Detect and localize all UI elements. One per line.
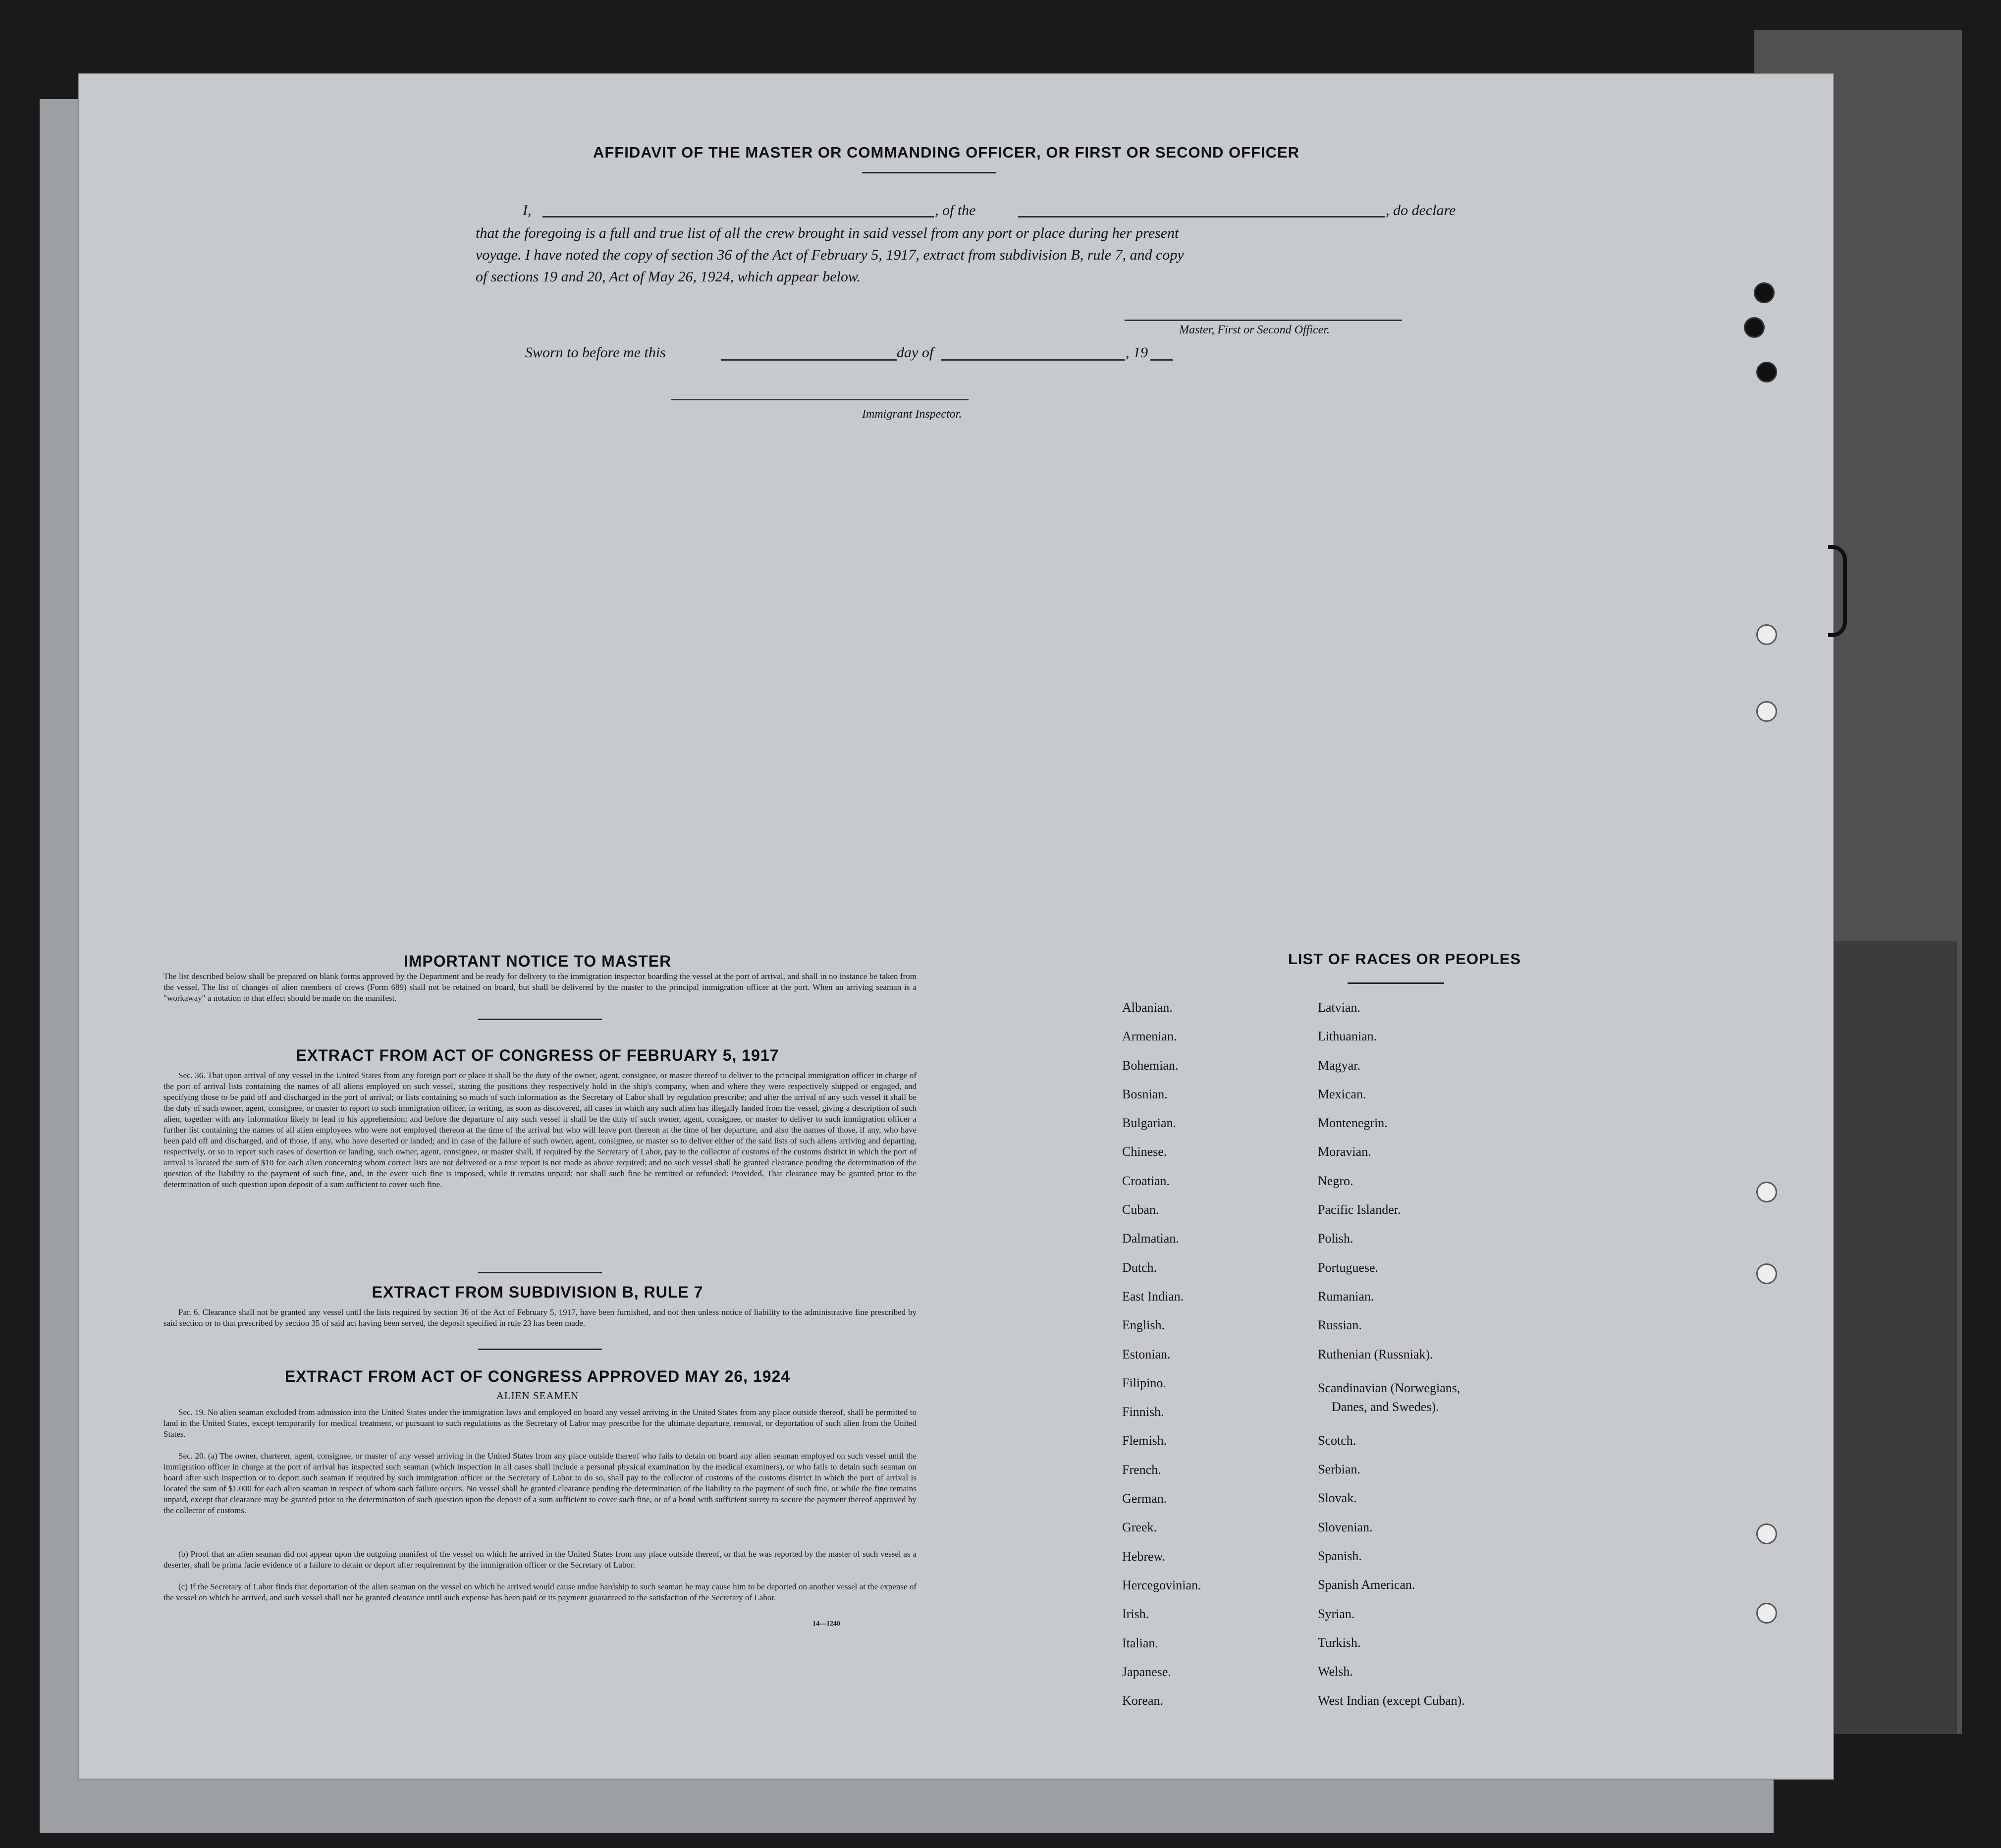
declare-suffix: , do declare xyxy=(1386,202,1456,218)
race-item: Mexican. xyxy=(1318,1087,1366,1101)
race-item: Finnish. xyxy=(1122,1405,1164,1419)
sworn-year-field[interactable] xyxy=(1150,359,1173,361)
race-item: Pacific Islander. xyxy=(1318,1202,1401,1217)
rule7-text: Par. 6. Clearance shall not be granted any vessel until the lists required by section 36 of the Act of February 5, 1917, have been furnished, and not then unless notice of liability to the administrative fine prescribed by said section or to that prescribed by section 35 of said act having been served, the deposit specified in rule 23 has been made. xyxy=(163,1307,917,1328)
race-item: Syrian. xyxy=(1318,1606,1355,1621)
race-item: Croatian. xyxy=(1122,1173,1170,1188)
notice-rule xyxy=(478,1019,602,1020)
vessel-name-field[interactable] xyxy=(1018,216,1385,217)
day-of-label: day of xyxy=(897,344,934,361)
race-item: German. xyxy=(1122,1491,1167,1506)
binder-hole xyxy=(1756,1603,1777,1624)
alien-seamen-subtitle: ALIEN SEAMEN xyxy=(496,1390,579,1402)
race-item: Lithuanian. xyxy=(1318,1029,1377,1044)
race-item: Estonian. xyxy=(1122,1347,1171,1361)
race-item: Greek. xyxy=(1122,1520,1157,1535)
race-item: Portuguese. xyxy=(1318,1260,1379,1275)
sworn-month-field[interactable] xyxy=(941,359,1125,361)
notice-title: IMPORTANT NOTICE TO MASTER xyxy=(403,952,672,970)
race-item: Irish. xyxy=(1122,1607,1149,1622)
race-item: Japanese. xyxy=(1122,1664,1171,1679)
binder-hole xyxy=(1744,317,1765,338)
master-signature-label: Master, First or Second Officer. xyxy=(1179,324,1330,336)
binder-cord xyxy=(1828,545,1847,637)
vessel-prefix: , of the xyxy=(935,202,976,218)
sworn-line xyxy=(525,344,1219,364)
race-item: Albanian. xyxy=(1122,1000,1173,1015)
affidavit-line-1 xyxy=(523,202,1499,222)
inspector-signature-field[interactable] xyxy=(671,399,969,400)
race-item: Chinese. xyxy=(1122,1144,1167,1159)
binder-hole xyxy=(1756,624,1777,645)
binder-hole xyxy=(1756,1182,1777,1202)
affidavit-line-2: that the foregoing is a full and true list of all the crew brought in said vessel from any port or place during her present xyxy=(476,225,1179,241)
affidavit-title-rule xyxy=(862,172,996,173)
sec20a-text: Sec. 20. (a) The owner, charterer, agent, consignee, or master of any vessel arriving in the United States from any place outside thereof who fails to detain on board any alien seaman employed on such vessel until the immigration officer in charge at the port of arrival has inspected such seaman (which inspection in all cases shall include a personal physical examination by the medical examiners), or who fails to detain such seaman on board after such inspection or to deport such seaman if required by such immigration officer or the Secretary of Labor to do so, shall pay to the collector of customs of the customs district in which the port of arrival is located the sum of $1,000 for each alien seaman in respect of whom such failure occurs. No vessel shall be granted clearance pending the determination of the liability to the payment of such fine, or while the fine remains unpaid, except that clearance may be granted prior to the determination of such question upon the deposit of a sum sufficient to cover such fine, or of a bond with sufficient surety to secure the payment thereof approved by the collector of customs. xyxy=(163,1451,917,1515)
race-item: East Indian. xyxy=(1122,1289,1184,1304)
extract-1917-rule xyxy=(478,1272,602,1273)
race-item: Slovak. xyxy=(1318,1491,1357,1506)
year-prefix: , 19 xyxy=(1126,344,1148,361)
race-item: Hercegovinian. xyxy=(1122,1577,1201,1592)
race-item: Welsh. xyxy=(1318,1664,1353,1679)
race-item: Flemish. xyxy=(1122,1433,1167,1448)
race-item: Scandinavian (Norwegians, xyxy=(1318,1380,1460,1395)
race-item: Italian. xyxy=(1122,1635,1158,1650)
race-item: Bulgarian. xyxy=(1122,1116,1177,1131)
sec20c-text: (c) If the Secretary of Labor finds that deportation of the alien seaman on the vessel on which he arrived would cause undue hardship to such seaman he may cause him to be deported on another vessel at the expense of the vessel on which he arrived, and such vessel shall not be granted clearance until such expense has been paid or its payment guaranteed to the satisfaction of the Secretary of Labor. xyxy=(163,1582,917,1602)
race-item: Moravian. xyxy=(1318,1144,1371,1159)
race-item: Serbian. xyxy=(1318,1462,1360,1477)
affidavit-line-4: of sections 19 and 20, Act of May 26, 1924, which appear below. xyxy=(476,269,861,285)
race-item: Bohemian. xyxy=(1122,1058,1179,1073)
race-item: Filipino. xyxy=(1122,1375,1166,1390)
inspector-signature-label: Immigrant Inspector. xyxy=(862,408,962,421)
race-item: English. xyxy=(1122,1318,1165,1333)
rule7-rule xyxy=(478,1349,602,1350)
race-item: Polish. xyxy=(1318,1231,1353,1246)
race-item: Negro. xyxy=(1318,1173,1353,1188)
binder-hole xyxy=(1756,701,1777,722)
race-item: Turkish. xyxy=(1318,1635,1361,1650)
binder-hole xyxy=(1756,362,1777,382)
race-item: Scotch. xyxy=(1318,1433,1356,1448)
race-item: Armenian. xyxy=(1122,1029,1177,1044)
binder-hole xyxy=(1756,1263,1777,1284)
extract-1917-title: EXTRACT FROM ACT OF CONGRESS OF FEBRUARY 5, 1917 xyxy=(296,1046,779,1064)
races-column-2 xyxy=(1318,993,1465,1715)
race-item: Russian. xyxy=(1318,1318,1362,1333)
sec20b-text: (b) Proof that an alien seaman did not appear upon the outgoing manifest of the vessel on which he arrived in the United States from any place outside thereof, or that he was reported by the master of such vessel as a deserter, shall be prima facie evidence of a failure to detain or deport after requirement by the immigration officer or the Secretary of Labor. xyxy=(163,1549,917,1570)
race-item: French. xyxy=(1122,1462,1161,1477)
race-item: Korean. xyxy=(1122,1693,1164,1708)
sworn-label: Sworn to before me this xyxy=(525,344,666,361)
race-item: Montenegrin. xyxy=(1318,1116,1388,1131)
notice-text: The list described below shall be prepared on blank forms approved by the Department and be ready for delivery to the immigration inspector boarding the vessel at the port of arrival, and shall in no instance be taken from the vessel. The list of changes of alien members of crews (Form 689) shall not be retained on board, but shall be delivered by the master to the principal immigration officer at the port. When an arriving seaman is a "workaway" a notation to that effect should be made on the manifest. xyxy=(163,972,917,1003)
sworn-day-field[interactable] xyxy=(721,359,897,361)
race-item: Dalmatian. xyxy=(1122,1231,1179,1246)
race-item: Bosnian. xyxy=(1122,1087,1168,1101)
rule7-title: EXTRACT FROM SUBDIVISION B, RULE 7 xyxy=(372,1283,703,1301)
binder-hole xyxy=(1756,1523,1777,1544)
race-item: Rumanian. xyxy=(1318,1289,1374,1304)
race-item: Latvian. xyxy=(1318,1000,1360,1015)
race-item: Slovenian. xyxy=(1318,1520,1373,1534)
race-item: Danes, and Swedes). xyxy=(1332,1399,1439,1414)
declarant-name-field[interactable] xyxy=(542,216,934,217)
race-item: Magyar. xyxy=(1318,1058,1360,1073)
race-item: Ruthenian (Russniak). xyxy=(1318,1347,1433,1361)
race-item: Dutch. xyxy=(1122,1260,1157,1275)
document-page xyxy=(79,74,1833,1779)
affidavit-line-3: voyage. I have noted the copy of section 36 of the Act of February 5, 1917, extract from subdivision B, rule 7, and copy xyxy=(476,247,1184,263)
races-column-1 xyxy=(1122,993,1201,1715)
race-item: Spanish. xyxy=(1318,1549,1362,1564)
race-item: Cuban. xyxy=(1122,1202,1159,1217)
race-item: West Indian (except Cuban). xyxy=(1318,1693,1465,1708)
sec19-text: Sec. 19. No alien seaman excluded from admission into the United States under the immigration laws and employed on board any vessel arriving in the United States from any place outside thereof, shall be permitted to land in the United States, except temporarily for medical treatment, or pursuant to such regulations as the Secretary of Labor may prescribe for the ultimate departure, removal, or deportation of such alien from the United States. xyxy=(163,1408,917,1439)
extract-1924-title: EXTRACT FROM ACT OF CONGRESS APPROVED MAY 26, 1924 xyxy=(284,1367,791,1385)
race-item: Spanish American. xyxy=(1318,1577,1415,1592)
races-title-rule xyxy=(1348,982,1444,984)
race-item: Hebrew. xyxy=(1122,1549,1166,1564)
form-number: 14—1240 xyxy=(812,1620,840,1628)
master-signature-field[interactable] xyxy=(1125,320,1402,321)
binder-hole xyxy=(1754,282,1775,303)
races-title: LIST OF RACES OR PEOPLES xyxy=(1288,950,1521,968)
extract-1917-text: Sec. 36. That upon arrival of any vessel in the United States from any foreign port or place it shall be the duty of the owner, agent, consignee, or master thereof to deliver to the principal immigration officer in charge of the port of arrival lists containing the names of all aliens employed on such vessel, stating the positions they respectively hold in the ship's company, when and where they were respectively shipped or engaged, and specifying those to be paid off and discharged in the port of arrival; or lists containing so much of such information as the Secretary of Labor shall by regulation prescribe; and after the arrival of any such vessel it shall be the duty of such owner, agent, consignee, or master to report to such immigration officer, in writing, as soon as discovered, all cases in which any such alien has illegally landed from the vessel, giving a description of such alien, together with any information likely to lead to his apprehension; and before the departure of any such vessel it shall be the duty of such owner, agent, consignee, or master to deliver to such immigration officer a further list containing the names of all alien employees who were not employed thereon at the time of the arrival but who will leave port thereon at the time of her departure, and also the names of those, if any, who have been paid off and discharged, and of those, if any, who have deserted or landed; and in case of the failure of such owner, agent, consignee, or master so to deliver either of the said lists of such aliens arriving and departing, respectively, or so to report such cases of desertion or landing, such owner, agent, consignee, or master shall, if required by the Secretary of Labor, pay to the collector of customs of the customs district in which the port of arrival is located the sum of $10 for each alien concerning whom correct lists are not delivered or a true report is not made as above required; and no such vessel shall be granted clearance pending the determination of the question of the liability to the payment of such fine, and, in the event such fine is imposed, while it remains unpaid; nor shall such fine be remitted or refunded: Provided, That clearance may be granted prior to the determination of such question upon deposit of a sum sufficient to cover such fine. xyxy=(163,1071,917,1189)
affidavit-title: AFFIDAVIT OF THE MASTER OR COMMANDING OFFICER, OR FIRST OR SECOND OFFICER xyxy=(593,144,1300,161)
declarant-prefix: I, xyxy=(523,202,532,218)
